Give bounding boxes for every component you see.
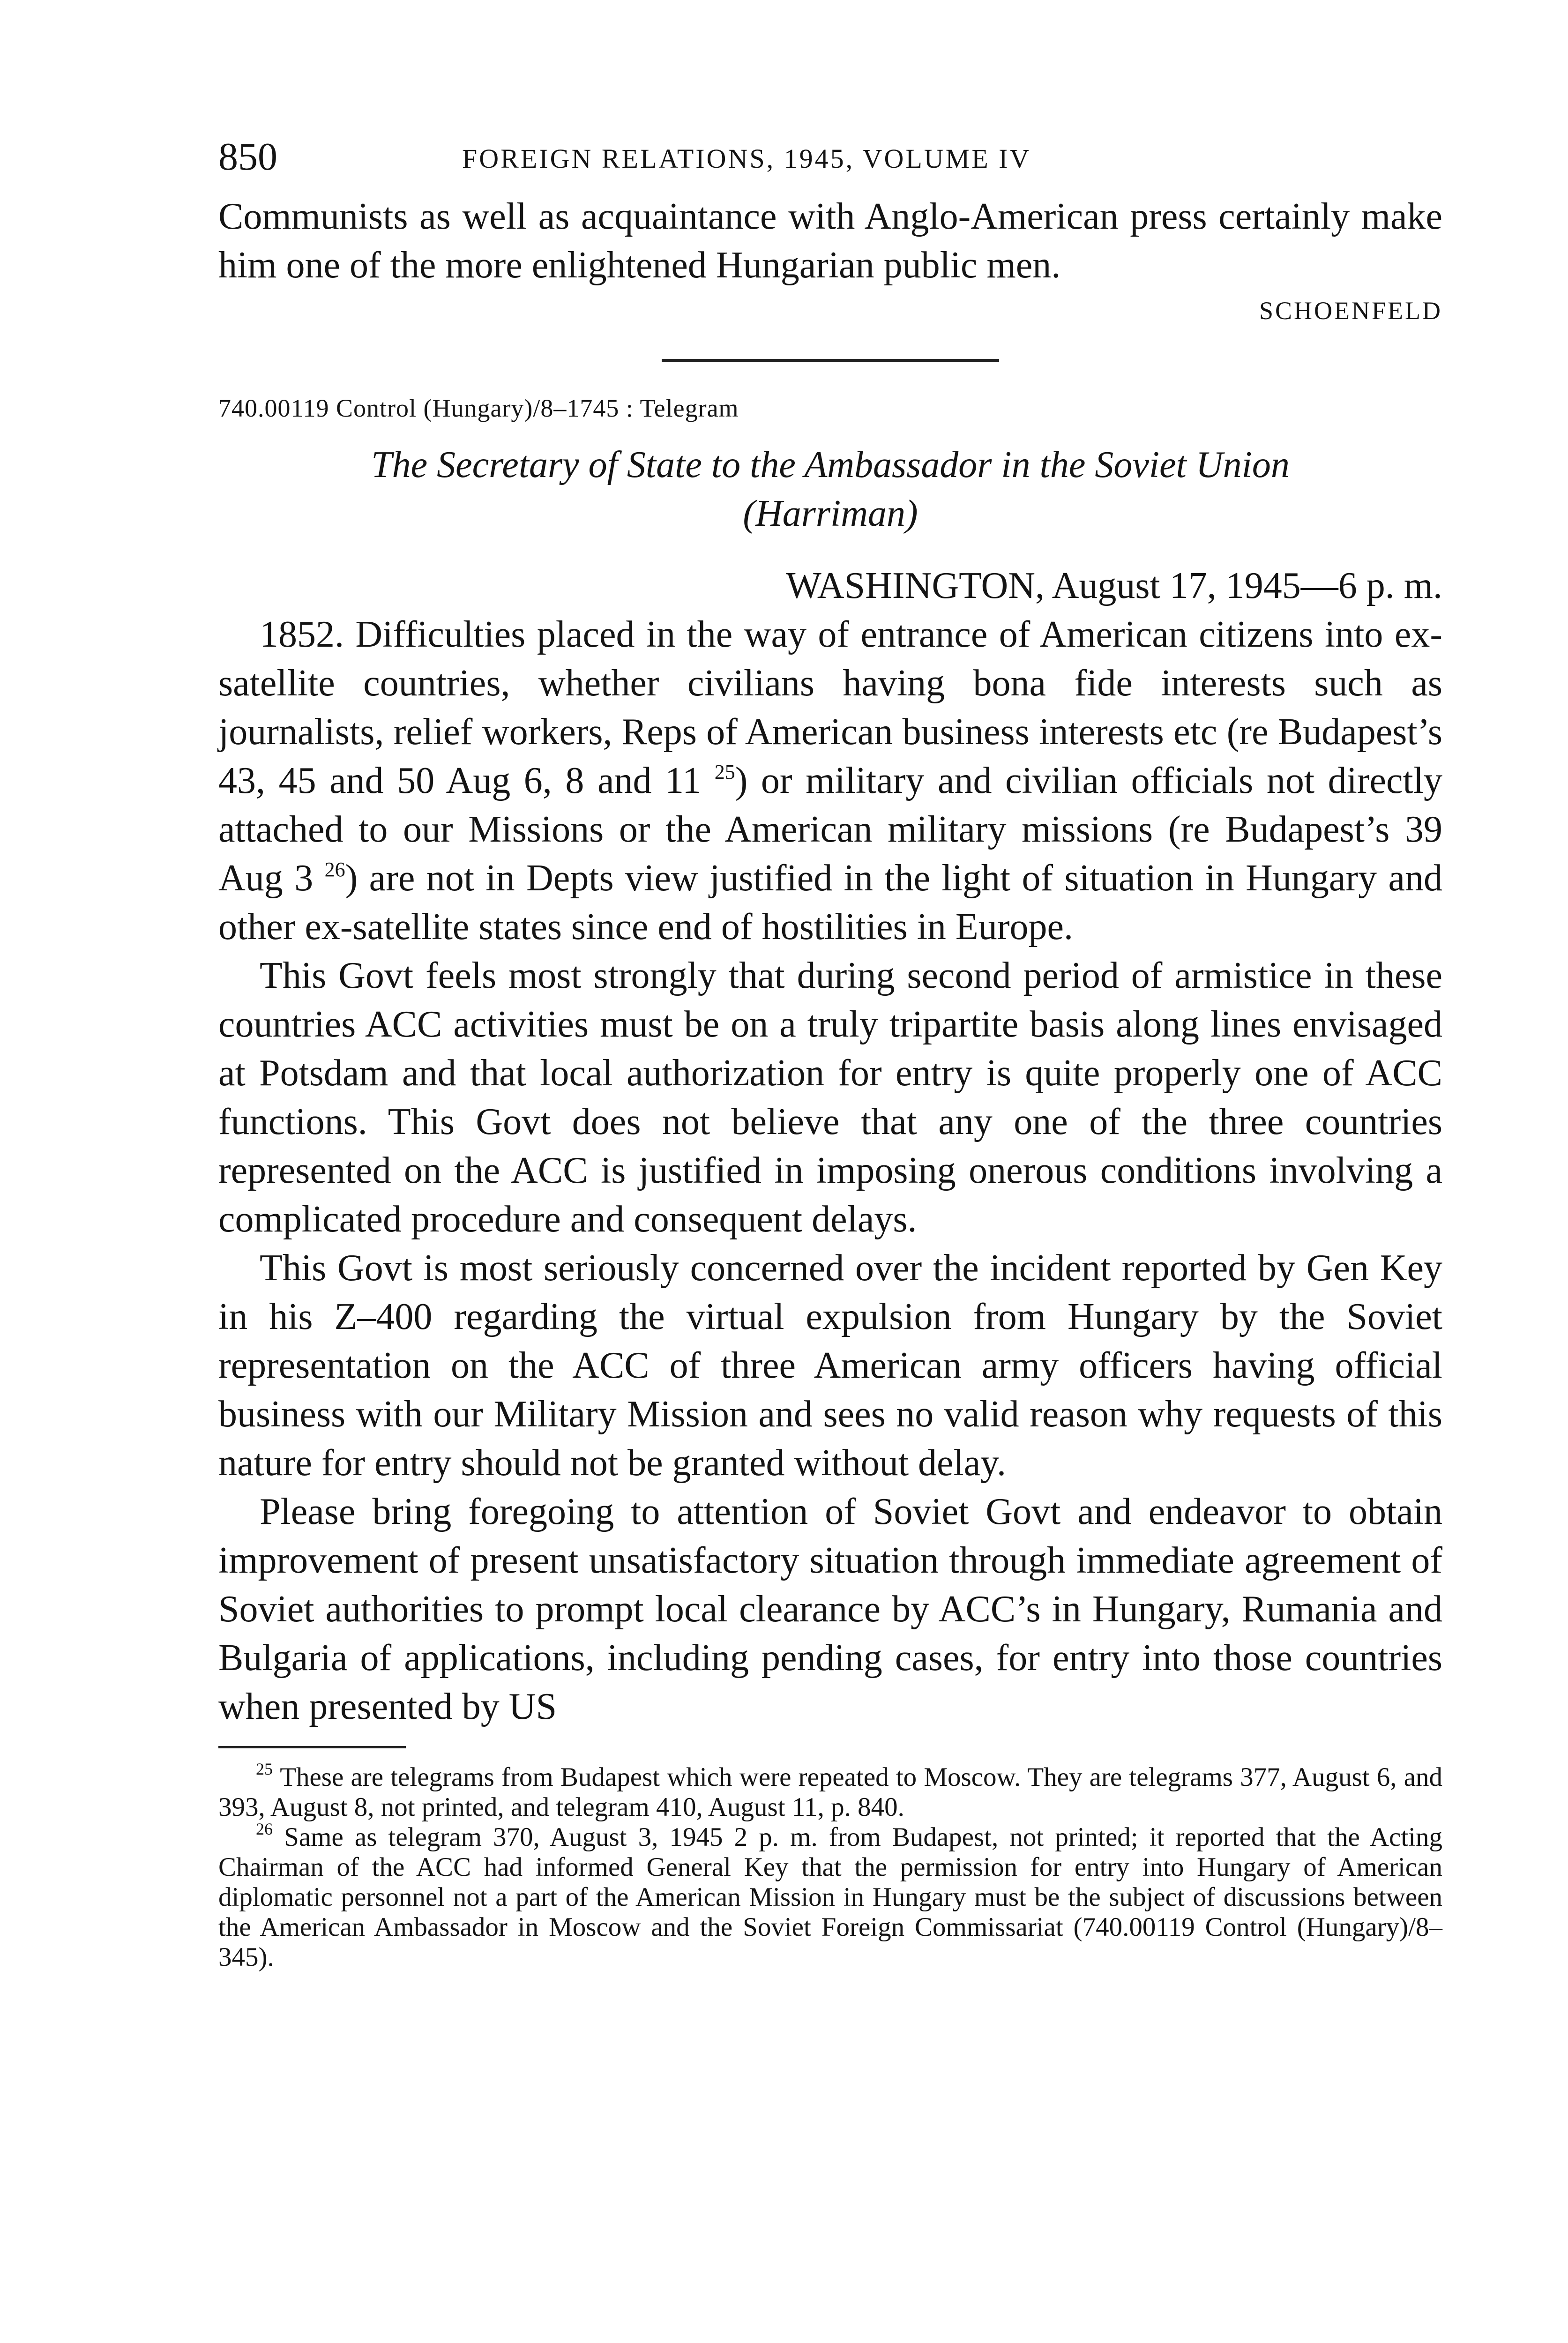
document-title-line-2: (Harriman) xyxy=(743,493,918,534)
dateline: WASHINGTON, August 17, 1945—6 p. m. xyxy=(786,565,1442,606)
paragraph-3: This Govt is most seriously concerned over the incident reported by Gen Key in his Z–400 regarding the virtual expulsion from Hungary by the Soviet representation on the ACC of three American army officers having official business with our Military Mission and sees no valid reason why requests of this nature for entry should not be granted without delay. xyxy=(218,1247,1442,1484)
footnote-marker: 25 xyxy=(256,1760,273,1778)
footnote-text: These are telegrams from Budapest which were repeated to Moscow. They are telegrams 377, August 6, and 393, August 8, not printed, and telegram 410, August 11, p. 840. xyxy=(218,1762,1443,1822)
running-head xyxy=(218,136,1442,192)
footnote-25 xyxy=(218,1762,1442,1822)
footnote-divider xyxy=(218,1746,406,1748)
paragraph-1 xyxy=(218,610,1442,951)
paragraph-2: This Govt feels most strongly that during second period of armistice in these countries ACC activities must be on a truly tripartite basis along lines envisaged at Potsdam and that local authorization for entry is quite properly one of ACC functions. This Govt does not believe that any one of the three countries represented on the ACC is justified in imposing onerous conditions involving a complicated procedure and consequent delays. xyxy=(218,955,1442,1240)
running-title: FOREIGN RELATIONS, 1945, VOLUME IV xyxy=(462,143,1031,174)
page-content xyxy=(218,136,1442,1972)
continued-paragraph: Communists as well as acquaintance with Anglo-American press certainly make him one of the more enlightened Hungarian public men. xyxy=(218,196,1442,286)
paragraph-1-part-a: 1852. Difficulties placed in the way of entrance of American citizens into ex-satellite countries, whether civilians having bona fide interests such as journalists, relief workers, Reps of American business interests etc (re Budapest’s 43, 45 and 50 Aug 6, 8 and 11 xyxy=(218,614,1442,801)
document-title xyxy=(218,440,1442,538)
page-number: 850 xyxy=(218,135,277,179)
section-divider xyxy=(662,359,999,362)
footnote-marker: 26 xyxy=(256,1820,273,1838)
paragraph-4: Please bring foregoing to attention of Soviet Govt and endeavor to obtain improvement of present unsatisfactory situation through immediate agreement of Soviet authorities to prompt local clearance by ACC’s in Hungary, Rumania and Bulgaria of applications, including pending cases, for entry into those countries when presented by US xyxy=(218,1491,1442,1727)
file-reference: 740.00119 Control (Hungary)/8–1745 : Telegram xyxy=(218,394,739,422)
footnote-ref-26: 26 xyxy=(324,858,345,881)
signature: SCHOENFELD xyxy=(1259,297,1442,325)
footnote-26 xyxy=(218,1822,1442,1972)
paragraph-1-part-b: ) or military and civilian officials not directly attached to our Missions or the American military missions (re Budapest’s 39 Aug 3 xyxy=(218,760,1443,899)
footnote-ref-25: 25 xyxy=(714,761,735,783)
footnote-text: Same as telegram 370, August 3, 1945 2 p. m. from Budapest, not printed; it reported that the Acting Chairman of the ACC had informed General Key that the permission for entry into Hungary of American diplomatic personnel not a part of the American Mission in Hungary must be the subject of discussions between the American Ambassador in Moscow and the Soviet Foreign Commissariat (740.00119 Control (Hungary)/8–345). xyxy=(218,1822,1442,1972)
document-title-line-1: The Secretary of State to the Ambassador in the Soviet Union xyxy=(371,444,1290,485)
paragraph-1-part-c: ) are not in Depts view justified in the light of situation in Hungary and other ex-satellite states since end of hostilities in Europe. xyxy=(218,858,1443,948)
